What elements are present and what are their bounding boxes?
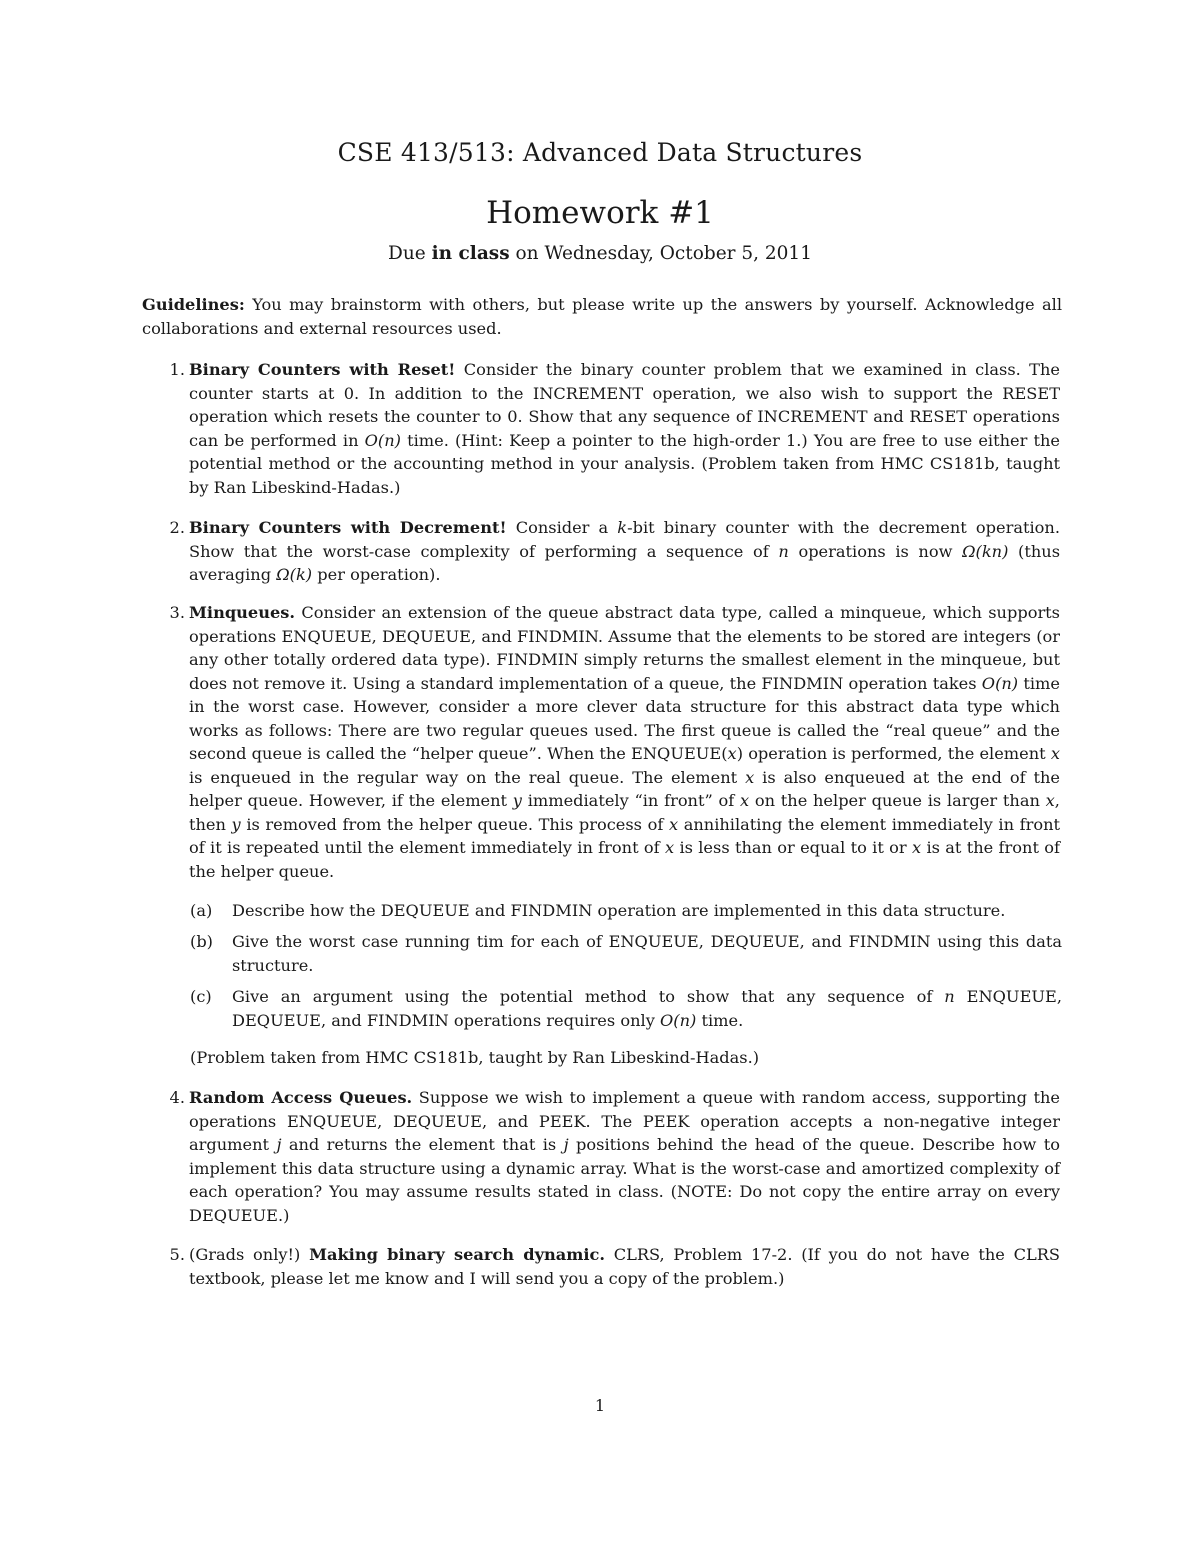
problem-text: per operation). (317, 565, 441, 584)
problem-text: and returns the element that is (288, 1135, 557, 1154)
problem-text: is less than or equal to it or (679, 838, 907, 857)
math-variable: x (668, 814, 679, 834)
math-variable: x (727, 744, 737, 763)
problem-number: 5. (169, 1245, 185, 1264)
homework-title: Homework #1 (486, 195, 714, 231)
math-expression: n (778, 541, 789, 561)
math-variable: x (745, 767, 755, 787)
problem-text: is at the front of the helper queue. (189, 838, 1060, 881)
due-suffix: on Wednesday, October 5, 2011 (515, 243, 812, 264)
problem-3-credit: (Problem taken from HMC CS181b, taught by Ran Libeskind-Hadas.) (190, 1048, 760, 1067)
due-date-line (0, 243, 1200, 264)
problem-text: Consider an extension of the queue abstract data type, called a minqueue, which supports operations ENQUEUE, DEQUEUE, and FINDMIN. Assume that the elements to be stored are integers (or any other totally ordered data type). FINDMIN simply returns the smallest element in the minqueue, but does not remove it. Using a standard implementation of a queue, the FINDMIN operation takes (189, 603, 1060, 693)
problem-text: (thus averaging (189, 541, 1061, 584)
math-variable: x (664, 838, 675, 857)
problem-3-part-c (190, 985, 1062, 1032)
guidelines-paragraph (142, 293, 1062, 340)
problem-text: , then (189, 791, 1060, 834)
part-text-segment: time. (701, 1010, 744, 1030)
math-expression: Ω(k) (276, 565, 313, 584)
problem-text: annihilating the element immediately in front of it is repeated until the element immediately in front of (189, 814, 1061, 857)
problem-text: on the helper queue is larger than (754, 791, 1040, 810)
part-label: (b) (190, 932, 213, 951)
problem-text: positions behind the head of the queue. Describe how to implement this data structure using a dynamic array. What is the worst-case and amortized complexity of each operation? You may assume results stated in class. (NOTE: Do not copy the entire array on every DEQUEUE.) (189, 1135, 1060, 1225)
due-prefix: Due (388, 243, 426, 264)
math-expression: Ω(kn) (962, 541, 1009, 561)
page-number: 1 (594, 1396, 606, 1415)
part-text: Describe how the DEQUEUE and FINDMIN operation are implemented in this data structure. (232, 901, 1006, 920)
problem-text: Consider a (515, 518, 609, 537)
problem-number: 3. (169, 603, 185, 622)
problem-text: is removed from the helper queue. This process of (246, 814, 664, 834)
math-expression: O(n) (981, 673, 1019, 693)
part-text (232, 985, 1062, 1032)
problem-prefix: (Grads only!) (189, 1245, 301, 1264)
math-variable: y (512, 791, 522, 810)
math-variable: x (911, 838, 922, 857)
problem-text: is enqueued in the regular way on the real queue. The element (189, 767, 738, 787)
problem-text: Consider the binary counter problem that we examined in class. The counter starts at 0. In addition to the INCREMENT operation, we also wish to support the RESET operation which resets the counter to 0. Show that any sequence of INCREMENT and RESET operations can be performed in (189, 360, 1060, 450)
problem-number: 1. (169, 360, 185, 379)
problem-title: Minqueues. (189, 603, 296, 622)
due-bold: in class (431, 243, 510, 264)
problem-1 (163, 358, 1060, 499)
course-title: CSE 413/513: Advanced Data Structures (337, 138, 863, 167)
part-label: (c) (190, 987, 212, 1006)
part-text-segment: ENQUEUE, DEQUEUE, and FINDMIN operations requires only (232, 987, 1062, 1030)
part-label: (a) (190, 901, 213, 920)
problem-3-part-b (190, 930, 1062, 977)
problem-text: -bit binary counter with the decrement operation. Show that the worst-case complexity of performing a sequence of (189, 518, 1060, 561)
problem-3-part-a (190, 899, 1062, 923)
guidelines-text: You may brainstorm with others, but please write up the answers by yourself. Acknowledge all collaborations and external resources used. (142, 295, 1062, 338)
problem-text: CLRS, Problem 17-2. (If you do not have the CLRS textbook, please let me know and I will send you a copy of the problem.) (189, 1245, 1060, 1288)
math-variable: x (1050, 744, 1060, 763)
problem-text: is also enqueued at the end of the helper queue. However, if the element (189, 767, 1061, 810)
guidelines-label: Guidelines: (142, 295, 245, 314)
problem-text: time. (Hint: Keep a pointer to the high-order 1.) You are free to use either the potential method or the accounting method in your analysis. (Problem taken from HMC CS181b, taught by Ran Libeskind-Hadas.) (189, 430, 1060, 497)
math-variable: y (231, 814, 241, 834)
part-text: Give the worst case running tim for each of ENQUEUE, DEQUEUE, and FINDMIN using this data structure. (232, 932, 1062, 975)
problem-text: operations is now (798, 541, 953, 561)
math-variable: n (944, 987, 955, 1006)
problem-title: Binary Counters with Decrement! (189, 518, 507, 537)
problem-title: Random Access Queues. (189, 1088, 413, 1107)
math-expression: O(n) (660, 1010, 697, 1030)
problem-number: 2. (169, 518, 185, 537)
problem-3 (163, 601, 1060, 883)
math-variable: x (739, 791, 750, 810)
math-variable: j (563, 1135, 569, 1154)
math-expression: k (617, 518, 628, 537)
problem-4 (163, 1086, 1060, 1227)
math-variable: x (1045, 791, 1055, 810)
math-variable: j (276, 1135, 282, 1154)
problem-text: Suppose we wish to implement a queue with random access, supporting the operations ENQUEUE, DEQUEUE, and PEEK. The PEEK operation accepts a non-negative integer argument (189, 1088, 1060, 1154)
problem-text: ) operation is performed, the element (736, 744, 1046, 763)
problem-number: 4. (169, 1088, 185, 1107)
math-expression: O(n) (364, 430, 401, 450)
problem-text: time in the worst case. However, consider a more clever data structure for this abstract data type which works as follows: There are two regular queues used. The first queue is called the “real queue” and the second queue is called the “helper queue”. When the ENQUEUE( (189, 673, 1060, 763)
problem-text: immediately “in front” of (527, 791, 735, 810)
problem-2 (163, 516, 1060, 587)
problem-title: Binary Counters with Reset! (189, 360, 456, 379)
problem-5 (163, 1243, 1060, 1290)
part-text-segment: Give an argument using the potential method to show that any sequence of (232, 987, 933, 1006)
problem-title: Making binary search dynamic. (309, 1245, 605, 1264)
